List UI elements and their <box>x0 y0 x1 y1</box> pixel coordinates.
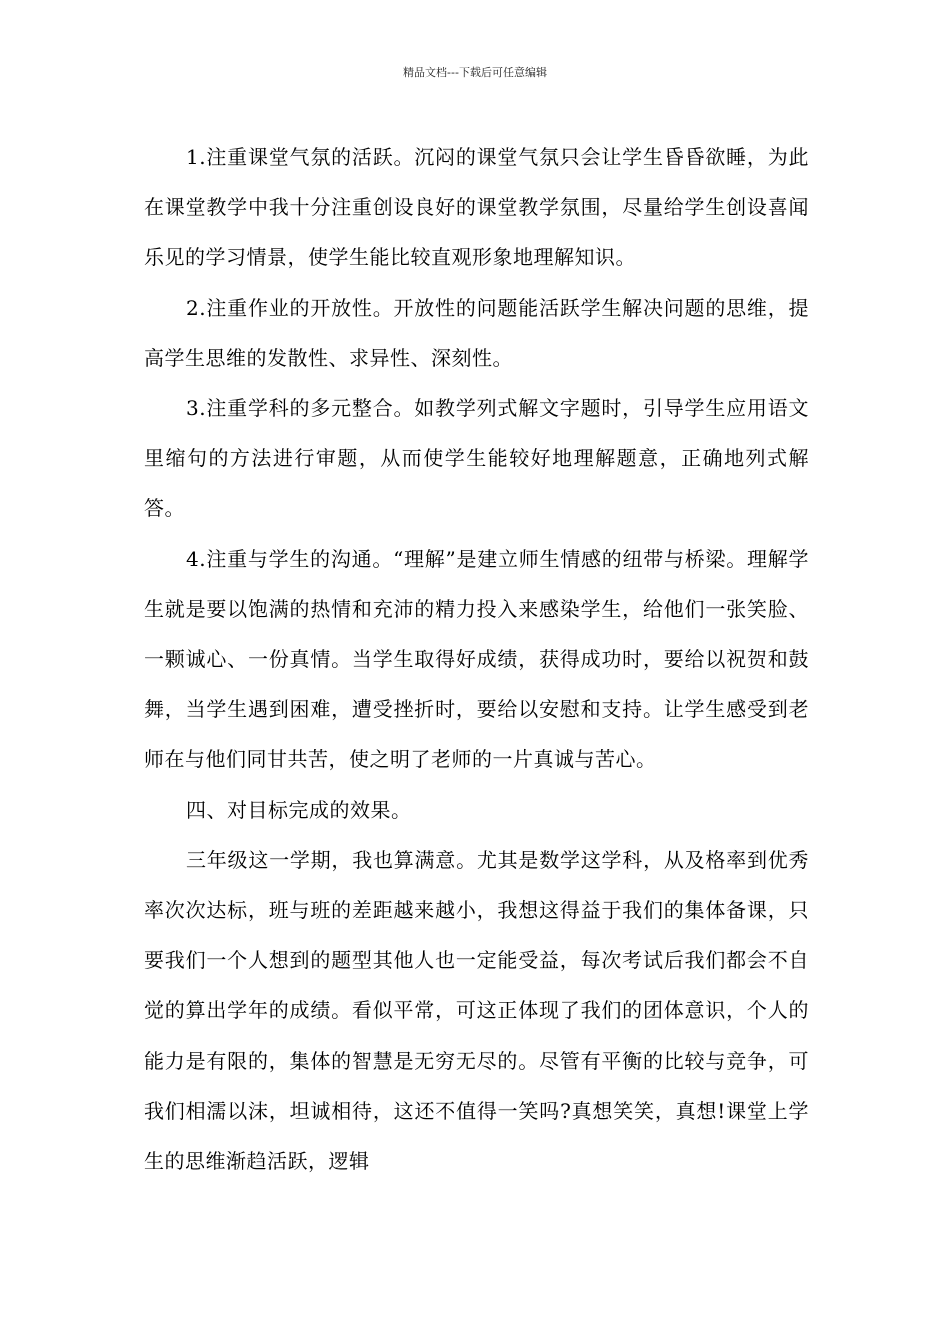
paragraph-2: 2.注重作业的开放性。开放性的问题能活跃学生解决问题的思维，提高学生思维的发散性、求异性、深刻性。 <box>144 295 809 370</box>
section-heading: 四、对目标完成的效果。 <box>186 797 412 822</box>
paragraph-1: 1.注重课堂气氛的活跃。沉闷的课堂气氛只会让学生昏昏欲睡，为此在课堂教学中我十分注重创设良好的课堂教学氛围，尽量给学生创设喜闻乐见的学习情景，使学生能比较直观形象地理解知识。 <box>144 145 809 270</box>
document-body <box>144 132 809 1186</box>
paragraph-3: 3.注重学科的多元整合。如教学列式解文字题时，引导学生应用语文里缩句的方法进行审题，从而使学生能较好地理解题意，正确地列式解答。 <box>144 396 809 521</box>
page-header: 精品文档---下载后可任意编辑 <box>403 66 547 79</box>
paragraph-5: 三年级这一学期，我也算满意。尤其是数学这学科，从及格率到优秀率次次达标，班与班的差距越来越小，我想这得益于我们的集体备课，只要我们一个人想到的题型其他人也一定能受益，每次考试后我们都会不自觉的算出学年的成绩。看似平常，可这正体现了我们的团体意识，个人的能力是有限的，集体的智慧是无穷无尽的。尽管有平衡的比较与竞争，可我们相濡以沫，坦诚相待，这还不值得一笑吗?真想笑笑，真想!课堂上学生的思维渐趋活跃，逻辑 <box>144 847 809 1174</box>
paragraph-4: 4.注重与学生的沟通。“理解”是建立师生情感的纽带与桥梁。理解学生就是要以饱满的热情和充沛的精力投入来感染学生，给他们一张笑脸、一颗诚心、一份真情。当学生取得好成绩，获得成功时，要给以祝贺和鼓舞，当学生遇到困难，遭受挫折时，要给以安慰和支持。让学生感受到老师在与他们同甘共苦，使之明了老师的一片真诚与苦心。 <box>144 546 809 772</box>
